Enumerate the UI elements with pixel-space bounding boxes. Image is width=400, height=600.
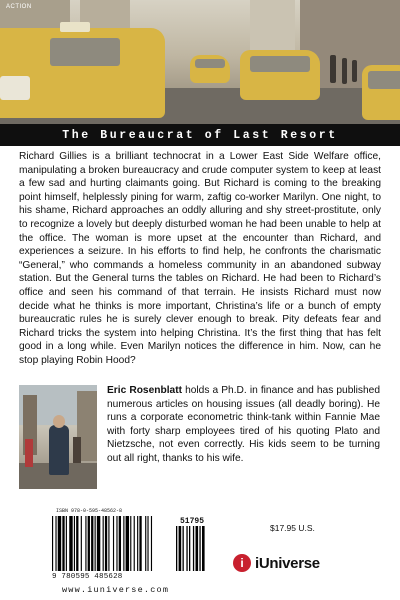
barcode-addon-digits: 51795 <box>180 517 205 526</box>
barcode-bars <box>50 516 220 574</box>
book-title: The Bureaucrat of Last Resort <box>0 124 400 146</box>
photo-tag: ACTION <box>6 4 32 10</box>
barcode-digits: 9 780595 485628 <box>52 573 123 581</box>
author-photo <box>19 385 97 489</box>
author-bio-text: holds a Ph.D. in finance and has published numerous articles on housing issues (all deadly boring). He runs a corporate econometric think-tank within Fannie Mae with forty sharp employees tired of his quoting Plato and Nietzsche, not even correctly. His kids seem to be turning out all right, thanks to his wife. <box>107 385 380 464</box>
book-blurb: Richard Gillies is a brilliant technocrat in a Lower East Side Welfare office, manipulating a broken bureaucracy and crude computer system to keep at least a few sad and hurting claimants going. But Richard is coming to the breaking point himself, helplessly pining for warm, zaftig co-worker Marilyn. One night, to his shame, Richard approaches an oddly alluring and shy street-prostitute, only to recognize a lovely but deeply disturbed woman he had been unable to help at the office. The woman is more upset at the encounter than Richard, and experiences a seizure. In his efforts to find help, he confronts the charismatic “General,” who commands a homeless community in an abandoned subway station. But the General turns the tables on Richard. He had been to Richard’s office and seen his command of that terrain. He insists Richard must now decide what he thinks is more important, Christina’s life or a bunch of empty bureaucratic rules he is surely clever enough to break. Pity defeats fear and Richard tricks the system into helping Christina. It’s the first thing that has felt good in a long while. Even Marilyn notices the difference in him. Now, can he stop playing Robin Hood? <box>19 151 381 366</box>
publisher-website: www.iuniverse.com <box>62 585 170 595</box>
cover-photo-taxis <box>0 0 400 124</box>
publisher-name: iUniverse <box>255 554 320 572</box>
author-bio <box>107 384 380 466</box>
publisher-logo <box>233 554 320 572</box>
isbn-barcode <box>50 508 220 583</box>
price: $17.95 U.S. <box>270 523 315 533</box>
publisher-logo-icon: i <box>233 554 251 572</box>
isbn-label: ISBN 978-0-595-48562-8 <box>56 508 123 514</box>
author-name: Eric Rosenblatt <box>107 385 182 396</box>
